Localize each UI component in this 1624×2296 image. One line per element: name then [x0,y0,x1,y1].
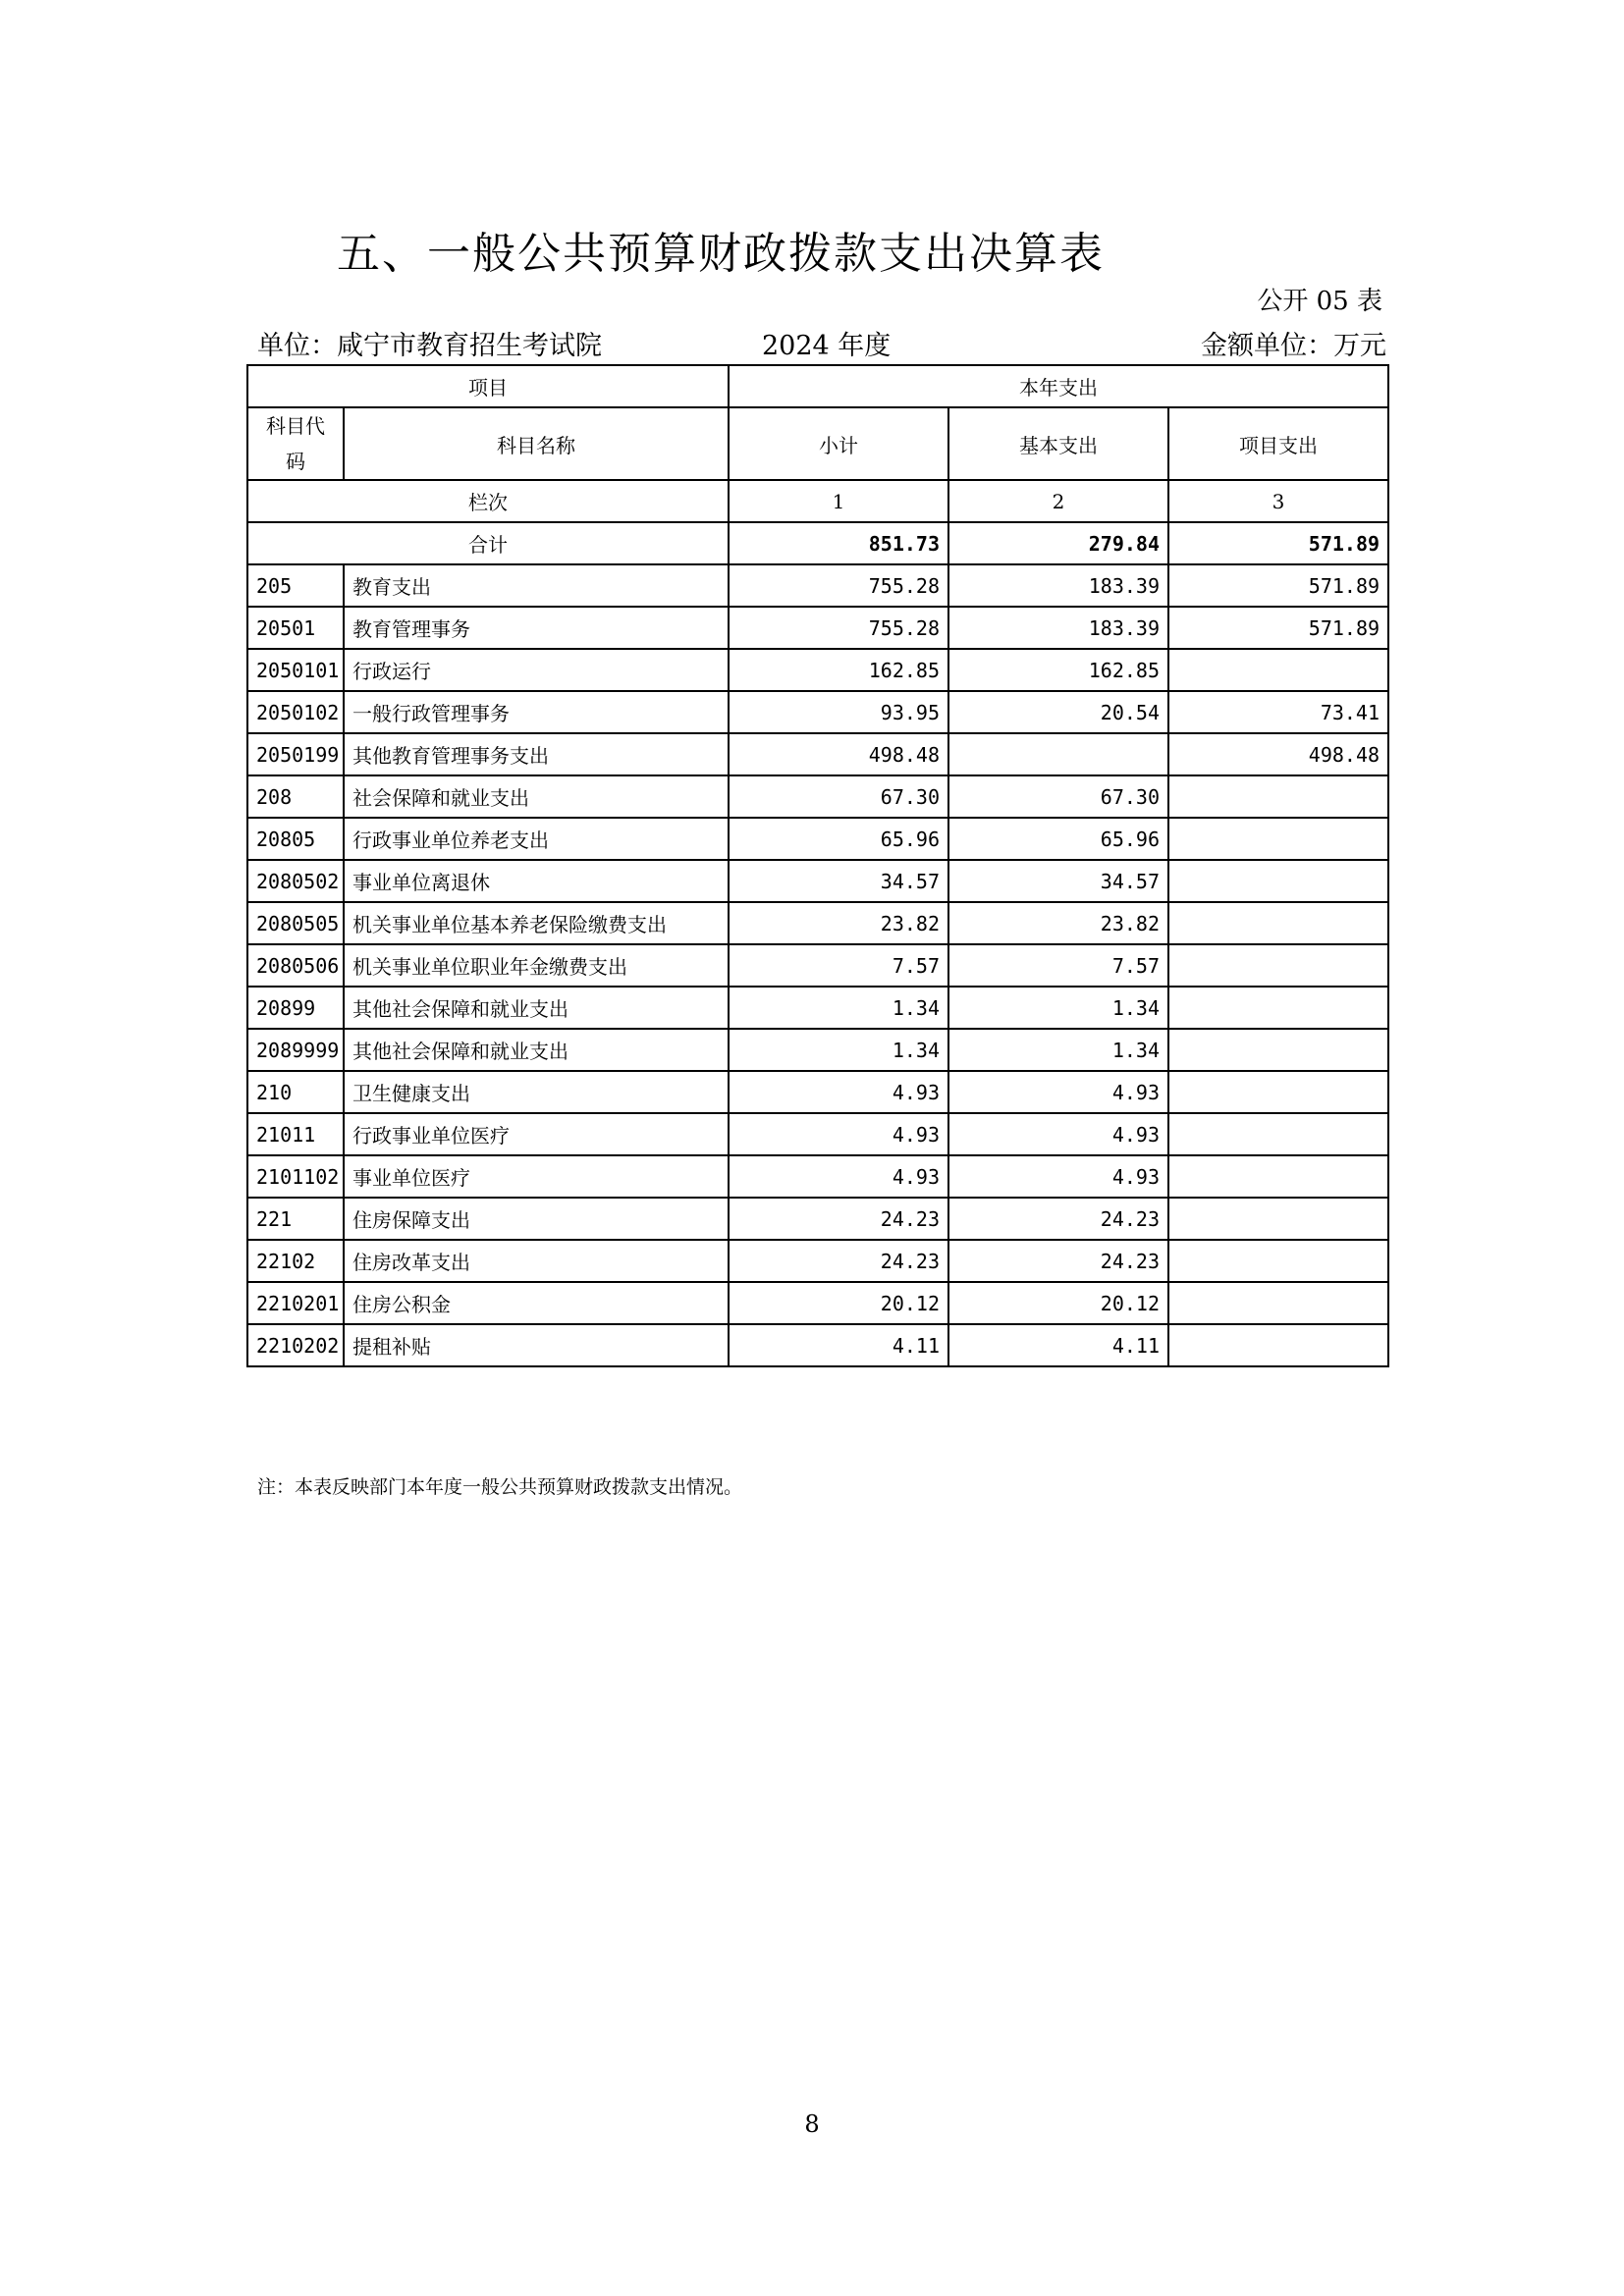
row-basic: 1.34 [948,1029,1168,1071]
header-code: 科目代码 [247,407,344,480]
row-code: 205 [247,564,344,607]
table-row [247,607,1388,649]
column-number-2: 2 [948,480,1168,522]
column-number-row [247,480,1388,522]
table-row [247,649,1388,691]
row-name: 提租补贴 [344,1324,729,1366]
row-name: 行政事业单位医疗 [344,1113,729,1155]
row-code: 2080502 [247,860,344,902]
row-basic: 4.11 [948,1324,1168,1366]
row-code: 20899 [247,987,344,1029]
page-title: 五、一般公共预算财政拨款支出决算表 [337,229,1105,279]
row-basic: 20.54 [948,691,1168,733]
table-note: 注：本表反映部门本年度一般公共预算财政拨款支出情况。 [257,1476,743,1498]
row-project [1168,818,1388,860]
row-basic: 34.57 [948,860,1168,902]
row-basic: 7.57 [948,944,1168,987]
row-subtotal: 65.96 [729,818,948,860]
row-subtotal: 34.57 [729,860,948,902]
total-basic: 279.84 [948,522,1168,564]
row-name: 其他社会保障和就业支出 [344,1029,729,1071]
table-row [247,1071,1388,1113]
row-project [1168,1113,1388,1155]
table-row [247,564,1388,607]
column-label: 栏次 [247,480,729,522]
row-basic: 67.30 [948,775,1168,818]
row-project [1168,1071,1388,1113]
row-code: 2080505 [247,902,344,944]
header-current-expense: 本年支出 [729,365,1388,407]
total-project: 571.89 [1168,522,1388,564]
row-subtotal: 93.95 [729,691,948,733]
row-subtotal: 498.48 [729,733,948,775]
row-project [1168,775,1388,818]
table-row [247,1113,1388,1155]
row-code: 2050101 [247,649,344,691]
row-project [1168,1155,1388,1198]
column-number-1: 1 [729,480,948,522]
row-code: 20501 [247,607,344,649]
row-subtotal: 4.11 [729,1324,948,1366]
row-subtotal: 24.23 [729,1198,948,1240]
table-row [247,818,1388,860]
row-code: 208 [247,775,344,818]
row-subtotal: 23.82 [729,902,948,944]
row-subtotal: 162.85 [729,649,948,691]
table-row [247,691,1388,733]
row-name: 卫生健康支出 [344,1071,729,1113]
row-code: 20805 [247,818,344,860]
row-subtotal: 1.34 [729,987,948,1029]
row-project [1168,649,1388,691]
row-basic: 162.85 [948,649,1168,691]
row-basic: 20.12 [948,1282,1168,1324]
money-unit: 金额单位：万元 [1201,331,1386,361]
report-meta [257,324,1386,359]
row-basic: 4.93 [948,1155,1168,1198]
row-code: 2210201 [247,1282,344,1324]
row-code: 2101102 [247,1155,344,1198]
row-project [1168,1324,1388,1366]
table-row [247,987,1388,1029]
row-basic: 4.93 [948,1071,1168,1113]
row-name: 其他社会保障和就业支出 [344,987,729,1029]
header-subtotal: 小计 [729,407,948,480]
row-basic: 183.39 [948,564,1168,607]
table-row [247,1029,1388,1071]
row-name: 行政运行 [344,649,729,691]
row-project [1168,860,1388,902]
row-code: 210 [247,1071,344,1113]
row-code: 2089999 [247,1029,344,1071]
row-subtotal: 1.34 [729,1029,948,1071]
table-row [247,733,1388,775]
table-row [247,1324,1388,1366]
table-row [247,1240,1388,1282]
row-project: 571.89 [1168,564,1388,607]
header-project: 项目 [247,365,729,407]
header-project-expense: 项目支出 [1168,407,1388,480]
table-row [247,1198,1388,1240]
header-name: 科目名称 [344,407,729,480]
row-name: 机关事业单位基本养老保险缴费支出 [344,902,729,944]
row-basic: 65.96 [948,818,1168,860]
row-project [1168,987,1388,1029]
row-basic: 23.82 [948,902,1168,944]
table-row [247,944,1388,987]
row-project: 571.89 [1168,607,1388,649]
row-basic: 24.23 [948,1198,1168,1240]
row-code: 21011 [247,1113,344,1155]
row-basic: 183.39 [948,607,1168,649]
header-basic: 基本支出 [948,407,1168,480]
row-subtotal: 67.30 [729,775,948,818]
row-name: 机关事业单位职业年金缴费支出 [344,944,729,987]
row-code: 221 [247,1198,344,1240]
row-subtotal: 4.93 [729,1071,948,1113]
table-row [247,775,1388,818]
row-name: 社会保障和就业支出 [344,775,729,818]
table-row [247,1282,1388,1324]
row-code: 2210202 [247,1324,344,1366]
row-subtotal: 20.12 [729,1282,948,1324]
row-code: 2050199 [247,733,344,775]
row-project [1168,1282,1388,1324]
row-project: 498.48 [1168,733,1388,775]
row-basic: 24.23 [948,1240,1168,1282]
row-subtotal: 4.93 [729,1155,948,1198]
row-name: 行政事业单位养老支出 [344,818,729,860]
row-name: 住房保障支出 [344,1198,729,1240]
table-row [247,860,1388,902]
row-name: 住房改革支出 [344,1240,729,1282]
row-code: 22102 [247,1240,344,1282]
table-row [247,1155,1388,1198]
row-name: 事业单位离退休 [344,860,729,902]
row-project: 73.41 [1168,691,1388,733]
row-code: 2080506 [247,944,344,987]
column-number-3: 3 [1168,480,1388,522]
row-subtotal: 7.57 [729,944,948,987]
row-subtotal: 755.28 [729,564,948,607]
row-basic: 4.93 [948,1113,1168,1155]
row-name: 教育管理事务 [344,607,729,649]
total-row [247,522,1388,564]
row-name: 教育支出 [344,564,729,607]
row-name: 住房公积金 [344,1282,729,1324]
row-name: 事业单位医疗 [344,1155,729,1198]
row-project [1168,1029,1388,1071]
reporting-unit: 单位：咸宁市教育招生考试院 [257,331,602,361]
expenditure-table [246,364,1389,1367]
row-project [1168,944,1388,987]
row-project [1168,1198,1388,1240]
row-name: 其他教育管理事务支出 [344,733,729,775]
form-number: 公开 05 表 [1257,287,1382,316]
row-subtotal: 755.28 [729,607,948,649]
page-number: 8 [804,2110,820,2138]
table-row [247,902,1388,944]
row-project [1168,1240,1388,1282]
row-subtotal: 4.93 [729,1113,948,1155]
row-subtotal: 24.23 [729,1240,948,1282]
header-row-groups [247,365,1388,407]
total-label: 合计 [247,522,729,564]
header-row-columns [247,407,1388,480]
fiscal-year: 2024 年度 [762,331,892,361]
row-basic: 1.34 [948,987,1168,1029]
row-basic [948,733,1168,775]
total-subtotal: 851.73 [729,522,948,564]
row-project [1168,902,1388,944]
row-code: 2050102 [247,691,344,733]
row-name: 一般行政管理事务 [344,691,729,733]
